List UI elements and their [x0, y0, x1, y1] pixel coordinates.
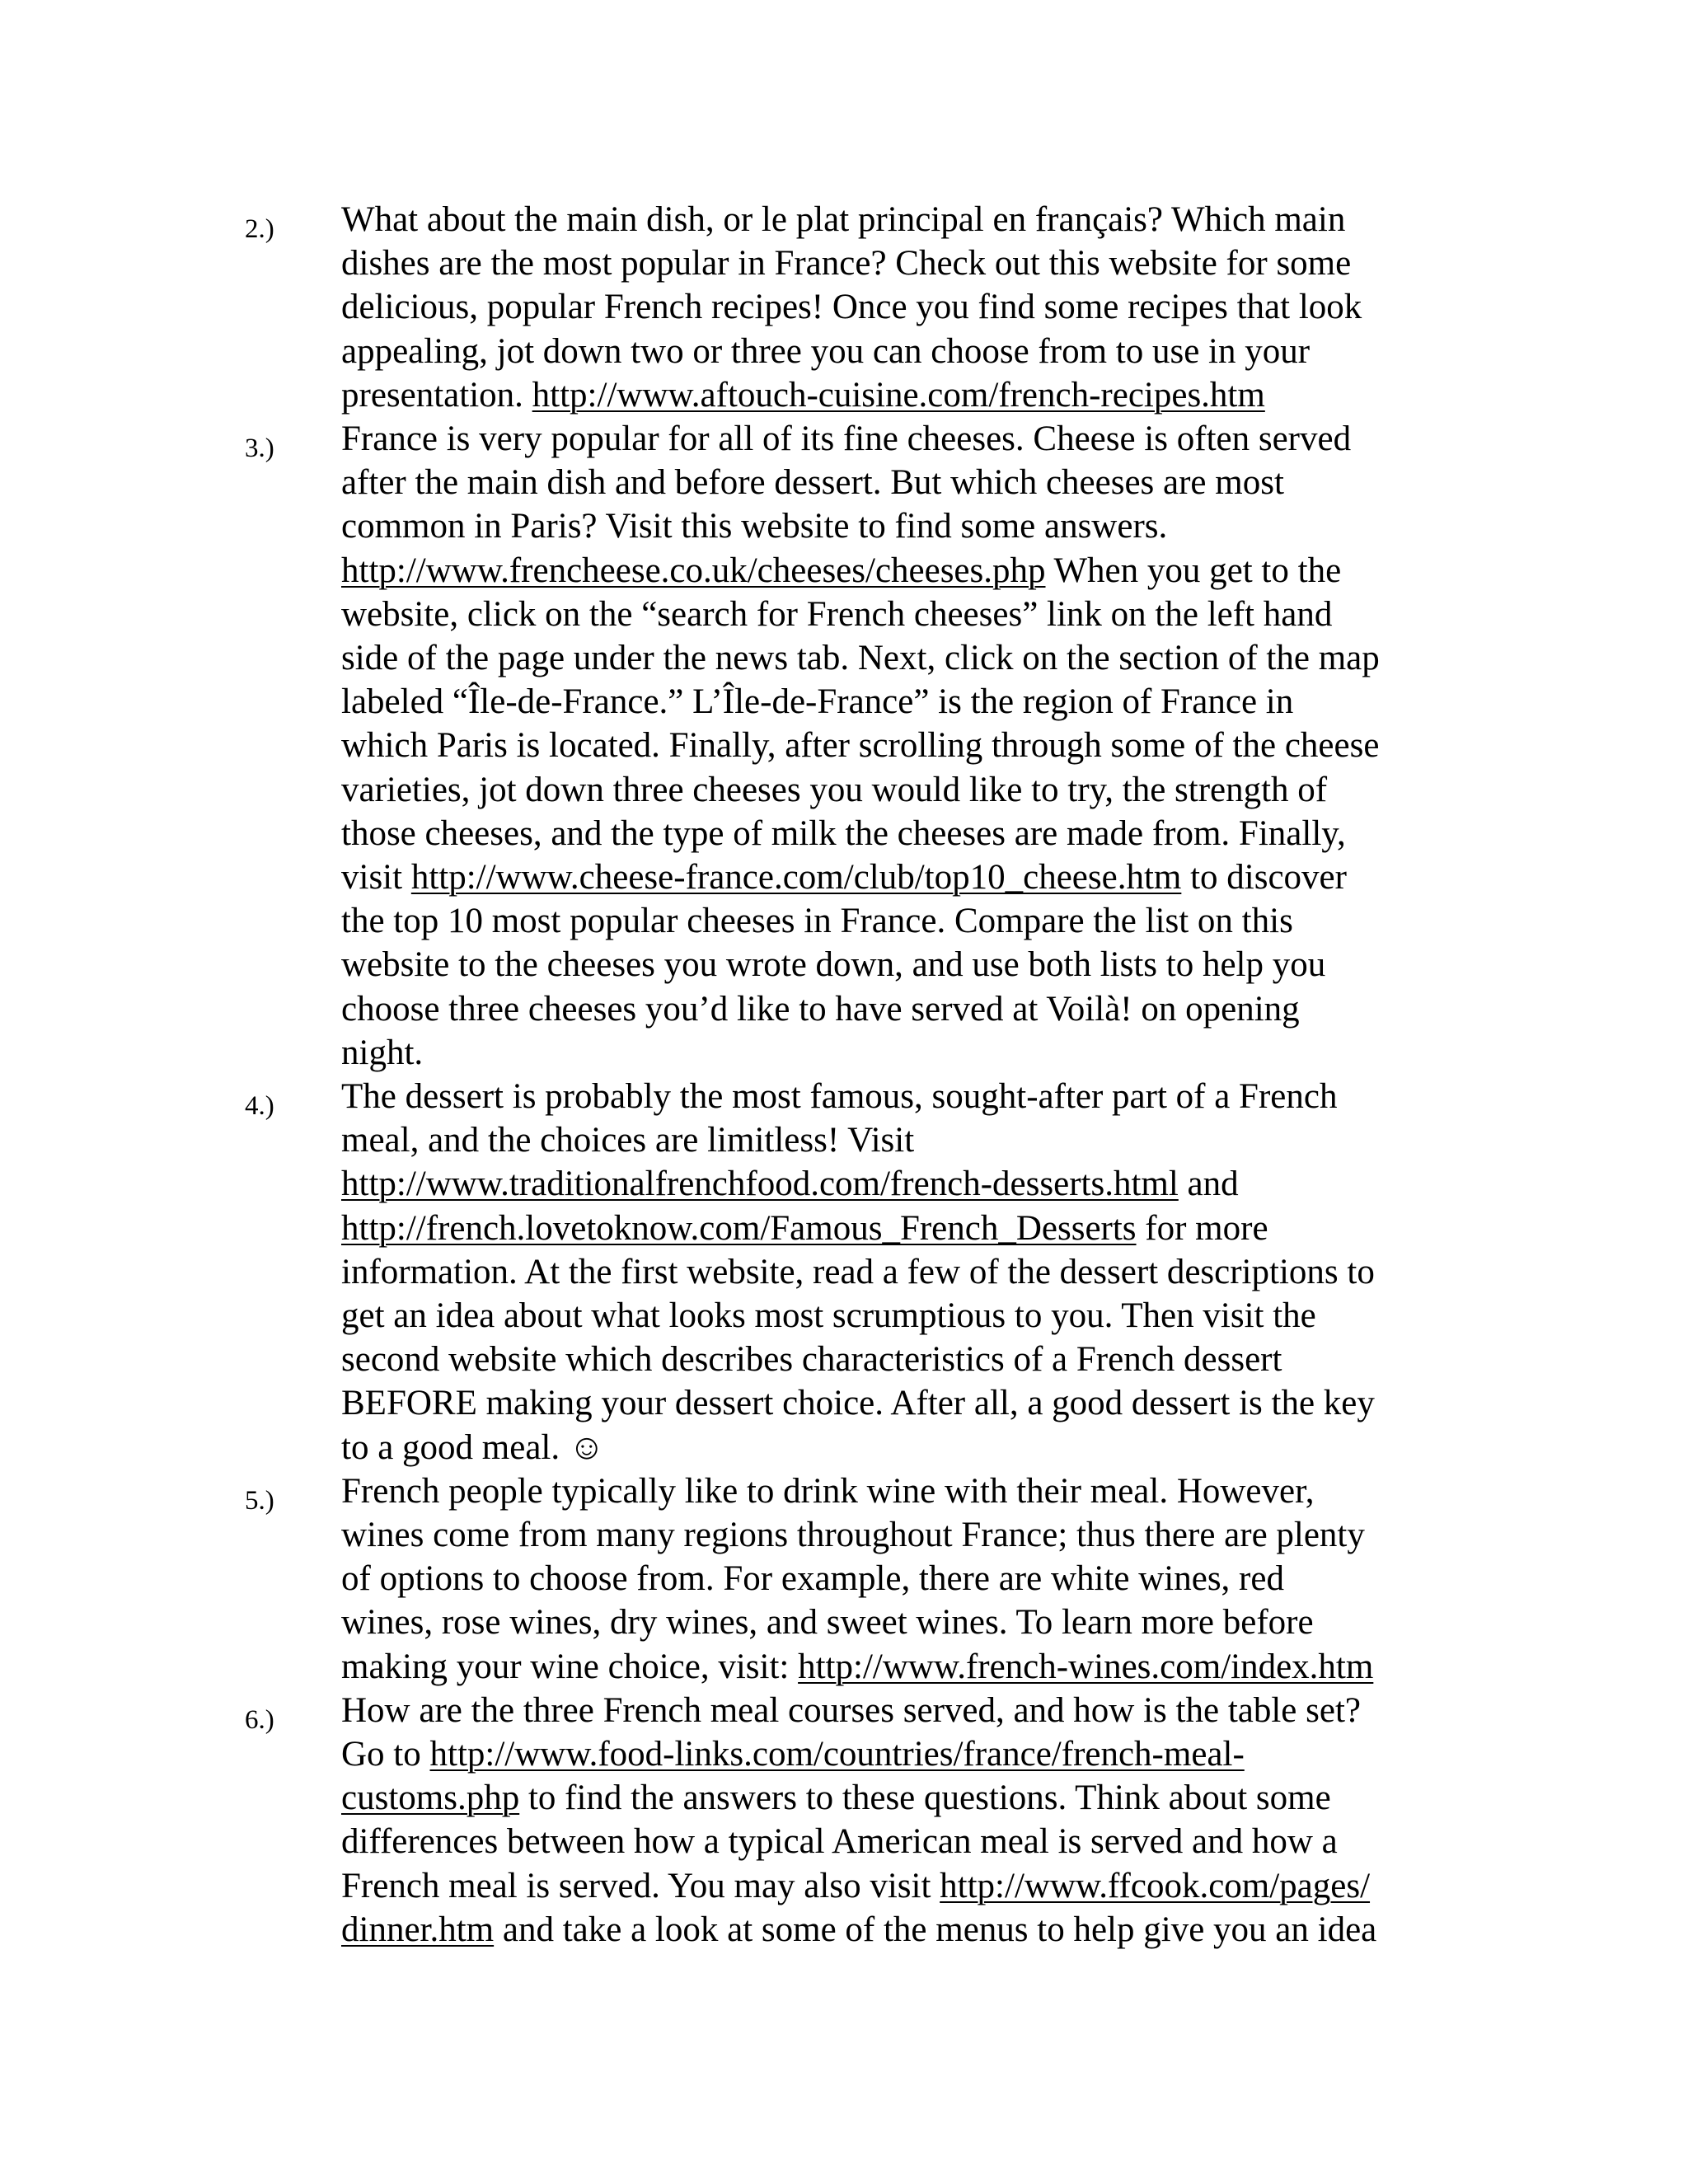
text-line — [341, 1162, 1239, 1206]
text-line — [341, 1381, 1375, 1425]
text-segment: website, click on the “search for French cheeses” link on the left hand — [341, 594, 1333, 634]
url-link[interactable]: http://www.frencheese.co.uk/cheeses/cheeses.php — [341, 551, 1046, 590]
text-line — [341, 1732, 1245, 1776]
text-line — [341, 241, 1351, 285]
text-line — [341, 1250, 1375, 1294]
text-segment: website to the cheeses you wrote down, and use both lists to help you — [341, 945, 1326, 985]
list-item-number: 6.) — [245, 1704, 274, 1735]
text-line — [341, 1031, 423, 1075]
text-segment: How are the three French meal courses served, and how is the table set? — [341, 1690, 1361, 1730]
text-segment: to find the answers to these questions. Think about some — [519, 1779, 1331, 1818]
text-segment: French meal is served. You may also visit — [341, 1866, 940, 1905]
text-segment: visit — [341, 858, 411, 897]
text-line — [341, 855, 1347, 899]
text-line — [341, 1294, 1316, 1338]
text-segment: French people typically like to drink wine with their meal. However, — [341, 1471, 1315, 1511]
list-item-number: 3.) — [245, 434, 274, 463]
text-segment: the top 10 most popular cheeses in France. Compare the list on this — [341, 902, 1293, 941]
text-segment: Go to — [341, 1734, 430, 1774]
text-segment: for more — [1136, 1208, 1268, 1248]
text-segment: get an idea about what looks most scrumptious to you. Then visit the — [341, 1296, 1316, 1335]
text-segment: When you get to the — [1045, 551, 1342, 590]
text-line — [341, 1207, 1268, 1250]
text-line — [341, 987, 1300, 1031]
text-segment: side of the page under the news tab. Next, click on the section of the map — [341, 639, 1380, 677]
text-segment: of options to choose from. For example, there are white wines, red — [341, 1559, 1284, 1599]
text-line — [341, 1426, 605, 1469]
text-segment: making your wine choice, visit: — [341, 1647, 799, 1686]
text-segment: The dessert is probably the most famous, sought-after part of a French — [341, 1077, 1338, 1116]
text-segment: night. — [341, 1033, 424, 1072]
text-segment: common in Paris? Visit this website to find some answers. — [341, 507, 1168, 546]
text-line — [341, 504, 1167, 548]
text-line — [341, 1645, 1373, 1689]
text-line — [341, 198, 1345, 241]
text-line — [341, 1689, 1361, 1732]
text-segment: delicious, popular French recipes! Once you find some recipes that look — [341, 288, 1362, 327]
text-segment: What about the main dish, or le plat principal en français? Which main — [341, 200, 1346, 239]
text-line — [341, 1469, 1314, 1513]
text-segment: wines come from many regions throughout France; thus there are plenty — [341, 1515, 1365, 1554]
text-line — [341, 1118, 914, 1162]
text-segment: choose three cheeses you’d like to have served at Voilà! on opening — [341, 989, 1300, 1029]
text-line — [341, 593, 1332, 636]
text-line — [341, 724, 1379, 767]
text-segment: and — [1178, 1165, 1239, 1204]
text-segment: to a good meal. ☺ — [341, 1427, 605, 1467]
url-link[interactable]: http://www.ffcook.com/pages/ — [940, 1866, 1371, 1905]
text-line — [341, 1513, 1365, 1557]
url-link[interactable]: http://www.aftouch-cuisine.com/french-recipes.htm — [532, 375, 1265, 415]
list-item-number: 4.) — [245, 1091, 274, 1121]
text-line — [341, 417, 1351, 461]
text-segment: France is very popular for all of its fine cheeses. Cheese is often served — [341, 419, 1352, 458]
url-link[interactable]: http://www.food-links.com/countries/france/french-meal- — [429, 1734, 1245, 1774]
text-segment: dishes are the most popular in France? Check out this website for some — [341, 244, 1352, 284]
text-line — [341, 330, 1310, 373]
text-segment: meal, and the choices are limitless! Visit — [341, 1121, 915, 1160]
text-segment: differences between how a typical American meal is served and how a — [341, 1822, 1338, 1862]
text-segment: information. At the first website, read a few of the dessert descriptions to — [341, 1252, 1375, 1291]
text-segment: which Paris is located. Finally, after scrolling through some of the cheese — [341, 726, 1380, 766]
text-line — [341, 1908, 1376, 1952]
text-segment: and take a look at some of the menus to help give you an idea — [494, 1910, 1377, 1949]
url-link[interactable]: dinner.htm — [341, 1910, 495, 1949]
text-line — [341, 373, 1265, 417]
text-segment: second website which describes characteristics of a French dessert — [341, 1340, 1282, 1380]
text-line — [341, 1338, 1282, 1381]
text-line — [341, 461, 1284, 504]
text-segment: after the main dish and before dessert. But which cheeses are most — [341, 463, 1284, 503]
text-line — [341, 549, 1341, 593]
text-segment: to discover — [1181, 858, 1347, 897]
text-line — [341, 1075, 1337, 1118]
text-line — [341, 680, 1293, 724]
text-line — [341, 943, 1325, 987]
text-segment: labeled “Île-de-France.” L’Île-de-France” is the region of France in — [341, 682, 1294, 722]
text-line — [341, 812, 1346, 855]
text-line — [341, 1776, 1331, 1820]
text-line — [341, 768, 1327, 812]
url-link[interactable]: http://french.lovetoknow.com/Famous_French_Desserts — [341, 1208, 1137, 1248]
text-segment: BEFORE making your dessert choice. After all, a good dessert is the key — [341, 1384, 1375, 1423]
url-link[interactable]: customs.php — [341, 1779, 520, 1818]
text-line — [341, 1864, 1370, 1908]
url-link[interactable]: http://www.french-wines.com/index.htm — [798, 1647, 1374, 1686]
url-link[interactable]: http://www.cheese-france.com/club/top10_cheese.htm — [410, 858, 1182, 897]
text-line — [341, 1820, 1338, 1863]
text-line — [341, 285, 1362, 329]
url-link[interactable]: http://www.traditionalfrenchfood.com/french-desserts.html — [341, 1165, 1179, 1204]
text-segment: presentation. — [341, 375, 532, 415]
text-line — [341, 636, 1380, 680]
list-item-number: 2.) — [245, 214, 274, 244]
list-item-number: 5.) — [245, 1485, 274, 1516]
text-segment: wines, rose wines, dry wines, and sweet wines. To learn more before — [341, 1603, 1314, 1643]
text-segment: varieties, jot down three cheeses you would like to try, the strength of — [341, 770, 1328, 809]
text-segment: appealing, jot down two or three you can choose from to use in your — [341, 331, 1311, 371]
text-line — [341, 1601, 1314, 1644]
text-line — [341, 899, 1293, 943]
text-segment: those cheeses, and the type of milk the cheeses are made from. Finally, — [341, 813, 1346, 853]
text-line — [341, 1557, 1284, 1601]
